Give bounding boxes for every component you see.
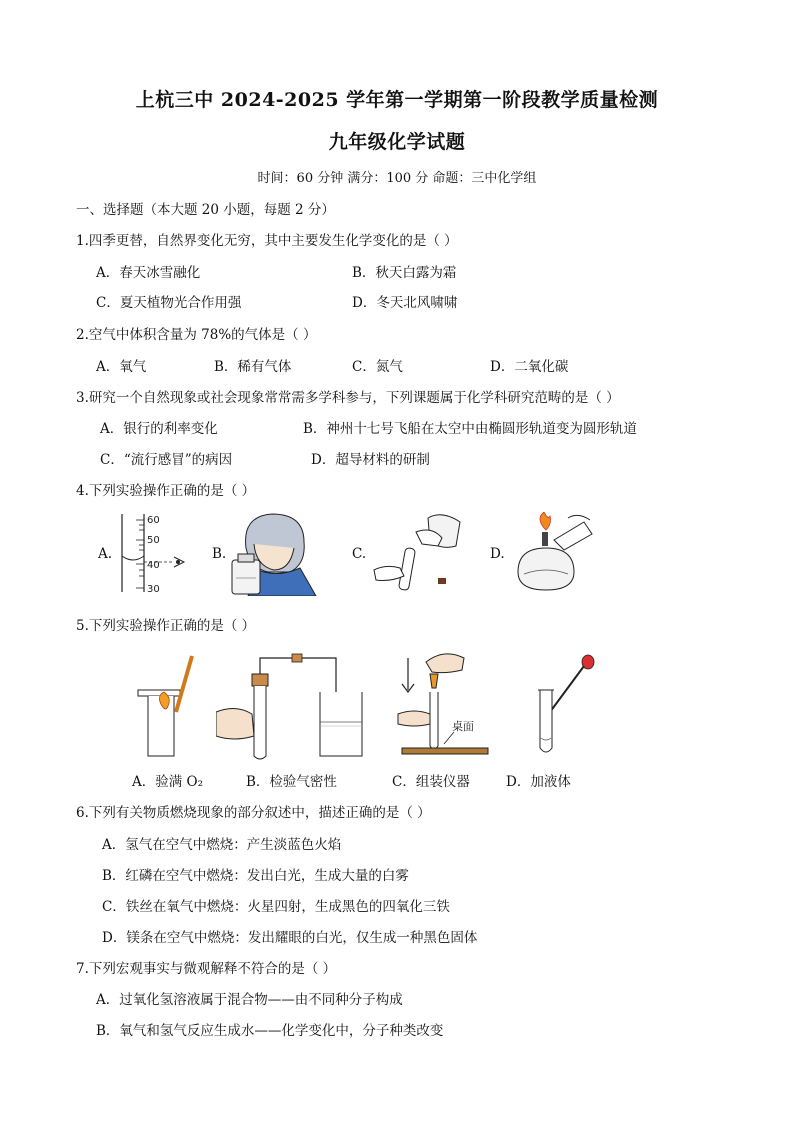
exam-subtitle: 九年级化学试题	[328, 131, 466, 153]
section-heading: 一、选择题（本大题 20 小题，每题 2 分）	[76, 202, 335, 218]
q7-option-a: A．过氧化氢溶液属于混合物——由不同种分子构成	[96, 992, 403, 1008]
scale-tick-40: 40	[147, 560, 160, 571]
q1-option-a: A．春天冰雪融化	[96, 265, 201, 281]
q7-option-b: B．氧气和氢气反应生成水——化学变化中，分子种类改变	[96, 1023, 444, 1039]
q3-option-a: A．银行的利率变化	[100, 421, 218, 437]
scale-tick-30: 30	[147, 584, 160, 595]
q5-option-b: B．检验气密性	[246, 774, 337, 790]
scale-tick-60: 60	[147, 515, 160, 526]
question-7-stem: 7.下列宏观事实与微观解释不符合的是（ ）	[76, 961, 337, 977]
scale-tick-50: 50	[147, 535, 160, 546]
q2-option-d: D．二氧化碳	[490, 359, 569, 375]
q6-option-d: D．镁条在空气中燃烧：发出耀眼的白光，仅生成一种黑色固体	[102, 930, 478, 946]
pouring-liquid-figure	[372, 512, 472, 596]
q3-option-c: C．“流行感冒”的病因	[100, 452, 233, 468]
q4-option-b: B.	[212, 546, 227, 562]
q3-option-b: B．神州十七号飞船在太空中由椭圆形轨道变为圆形轨道	[303, 421, 637, 437]
q5-option-c: C．组装仪器	[392, 774, 470, 790]
question-6-stem: 6.下列有关物质燃烧现象的部分叙述中，描述正确的是（ ）	[76, 805, 431, 821]
q4-option-d: D.	[490, 546, 505, 562]
alcohol-lamp-figure	[508, 512, 594, 596]
q5-option-a: A．验满 O₂	[132, 774, 204, 790]
exam-title: 上杭三中 2024-2025 学年第一学期第一阶段教学质量检测	[135, 89, 659, 111]
smelling-gas-figure	[228, 508, 320, 596]
q1-option-d: D．冬天北风啸啸	[352, 295, 458, 311]
q1-option-c: C．夏天植物光合作用强	[96, 295, 242, 311]
graduated-cylinder-reading-figure	[112, 512, 192, 596]
q1-option-b: B．秋天白露为霜	[352, 265, 457, 281]
desk-label: 桌面	[452, 720, 474, 733]
question-3-stem: 3.研究一个自然现象或社会现象常常需多学科参与，下列课题属于化学科研究范畴的是（ ）	[76, 390, 620, 406]
q6-option-c: C．铁丝在氧气中燃烧：火星四射，生成黑色的四氧化三铁	[102, 899, 450, 915]
q4-option-a: A.	[98, 546, 113, 562]
q6-option-b: B．红磷在空气中燃烧：发出白光，生成大量的白雾	[102, 868, 409, 884]
question-1-stem: 1.四季更替，自然界变化无穷，其中主要发生化学变化的是（ ）	[76, 233, 458, 249]
question-5-stem: 5.下列实验操作正确的是（ ）	[76, 618, 256, 634]
q2-option-b: B．稀有气体	[214, 359, 292, 375]
airtightness-test-figure	[216, 652, 376, 764]
question-4-stem: 4.下列实验操作正确的是（ ）	[76, 483, 256, 499]
q2-option-c: C．氮气	[352, 359, 403, 375]
assembling-apparatus-figure	[396, 648, 496, 764]
adding-liquid-figure	[534, 652, 598, 764]
q2-option-a: A．氧气	[96, 359, 147, 375]
q5-option-d: D．加液体	[506, 774, 571, 790]
q6-option-a: A．氢气在空气中燃烧：产生淡蓝色火焰	[102, 837, 342, 853]
question-2-stem: 2.空气中体积含量为 78%的气体是（ ）	[76, 327, 317, 343]
q4-option-c: C.	[352, 546, 367, 562]
oxygen-test-figure	[136, 652, 200, 764]
q3-option-d: D．超导材料的研制	[311, 452, 430, 468]
exam-meta: 时间：60 分钟 满分：100 分 命题：三中化学组	[257, 171, 537, 186]
